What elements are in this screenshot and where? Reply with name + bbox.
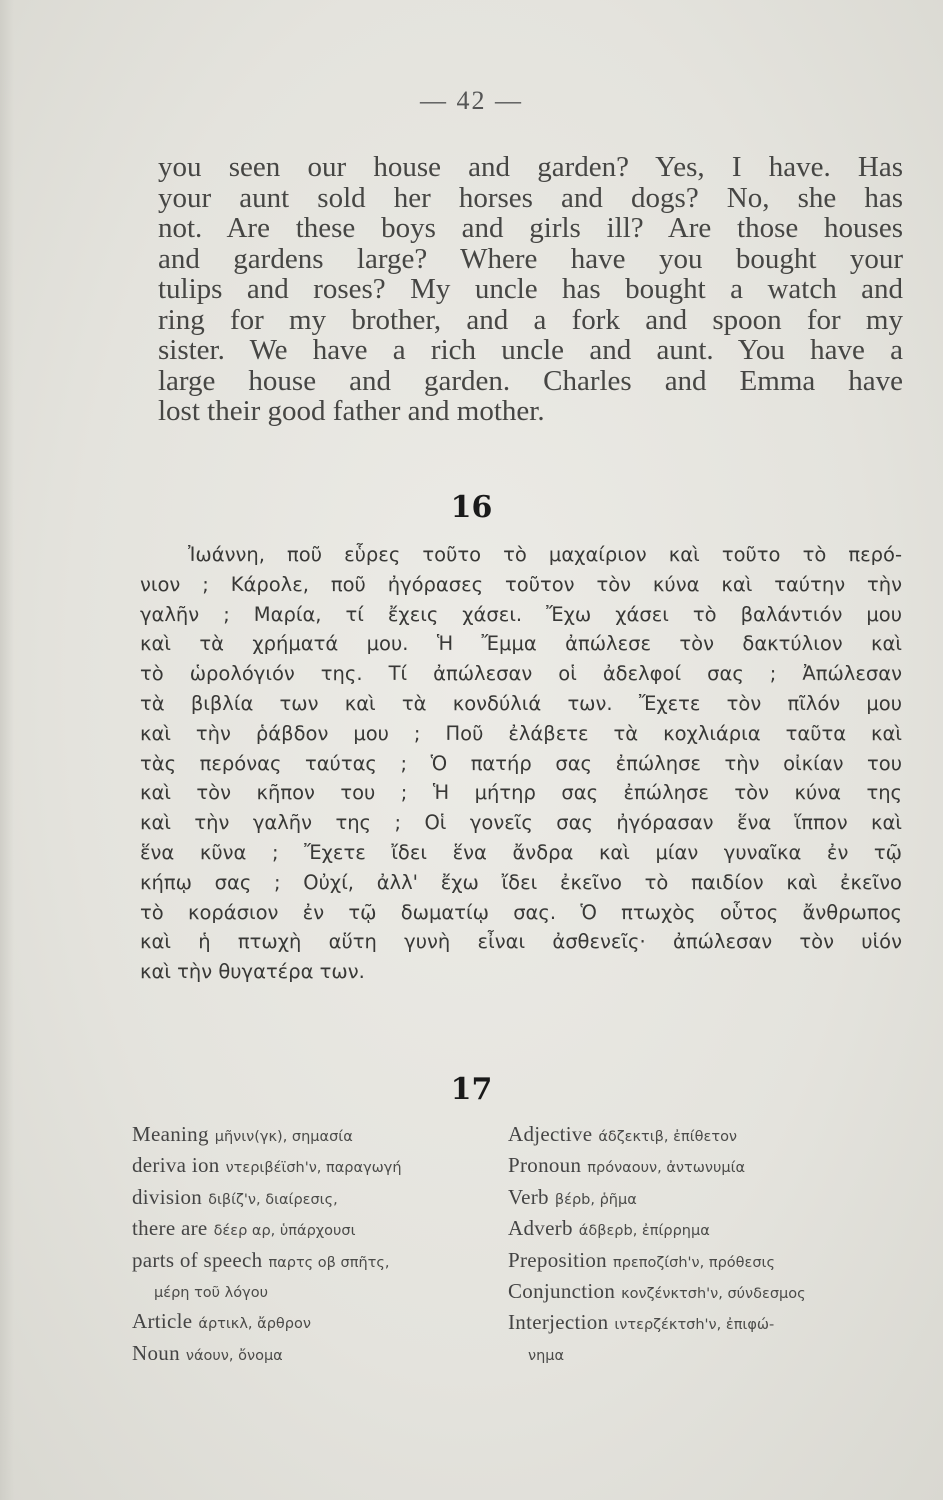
vocab-greek: νημα — [528, 1347, 565, 1364]
vocab-entry — [132, 1214, 502, 1245]
vocab-greek: ντεριβέϊσh'ν, παραγωγή — [225, 1160, 402, 1177]
greek-line: καὶ τὰ χρήματά μου. Ἡ Ἔμμα ἀπώλεσε τὸν δακτύλιον καὶ — [140, 632, 902, 656]
vocab-greek: πρεποζίσh'ν, πρόθεσις — [612, 1254, 775, 1271]
vocab-entry — [508, 1214, 908, 1245]
vocab-english: Adverb — [508, 1216, 573, 1241]
vocab-entry — [132, 1246, 502, 1277]
vocab-entry — [132, 1339, 502, 1370]
vocab-greek: μῆνιν(γκ), σημασία — [214, 1129, 353, 1145]
greek-line: κήπῳ σας ; Οὐχί, ἀλλ' ἔχω ἴδει ἐκεῖνο τὸ παιδίον καὶ ἐκεῖνο — [140, 870, 902, 894]
vocab-entry — [132, 1151, 502, 1182]
gutter-shadow — [0, 0, 14, 1500]
text-line: you seen our house and garden? Yes, I have. Has — [158, 151, 903, 183]
vocab-english: Pronoun — [508, 1153, 582, 1178]
text-line: your aunt sold her horses and dogs? No, she has — [158, 181, 903, 214]
vocab-english: Interjection — [508, 1310, 609, 1335]
text-line: sister. We have a rich uncle and aunt. You have a — [158, 334, 903, 366]
vocab-greek: πρόναουν, ἀντωνυμία — [587, 1160, 746, 1177]
vocab-english: Verb — [508, 1184, 549, 1209]
page-number: — 42 — — [420, 86, 523, 115]
vocab-greek: βέρb, ῥῆμα — [554, 1191, 637, 1208]
vocab-greek: ιντερζέκτσh'ν, ἐπιφώ- — [614, 1317, 775, 1334]
vocab-entry — [132, 1120, 502, 1151]
vocab-greek: άρτικλ, ἄρθρον — [198, 1316, 311, 1333]
vocab-entry-continuation — [132, 1277, 502, 1307]
vocab-greek: δέερ αρ, ὑπάρχουσι — [213, 1223, 356, 1240]
english-paragraph — [158, 152, 903, 427]
vocab-entry — [508, 1308, 908, 1339]
text-line: tulips and roses? My uncle has bought a watch and — [158, 273, 903, 305]
greek-line: καὶ τὸν κῆπον του ; Ἡ μήτηρ σας ἐπώλησε τὸν κύνα της — [140, 781, 902, 805]
greek-line: τὰ βιβλία των καὶ τὰ κονδύλιά των. Ἔχετε τὸν πῖλόν μου — [140, 691, 902, 715]
greek-line: καὶ τὴν θυγατέρα των. — [140, 960, 365, 984]
vocab-entry — [508, 1183, 908, 1214]
greek-line: γαλῆν ; Μαρία, τί ἔχεις χάσει. Ἔχω χάσει τὸ βαλάντιόν μου — [140, 602, 902, 626]
vocab-english: parts of speech — [132, 1247, 263, 1272]
vocab-english: Conjunction — [508, 1279, 616, 1304]
vocab-english: division — [132, 1184, 203, 1209]
vocab-entry-continuation — [508, 1340, 908, 1370]
vocab-greek: νάουν, ὄνομα — [185, 1347, 283, 1364]
vocab-english: there are — [132, 1216, 208, 1241]
greek-line: Ἰωάννη, ποῦ εὗρες τοῦτο τὸ μαχαίριον καὶ τοῦτο τὸ περό- — [188, 543, 902, 566]
vocab-english: Meaning — [132, 1122, 209, 1146]
vocab-greek: κονζένκτσh'ν, σύνδεσμος — [621, 1286, 806, 1303]
vocab-english: deriva ion — [132, 1153, 220, 1178]
vocab-entry — [508, 1277, 908, 1308]
greek-line: τὰς περόνας ταύτας ; Ὁ πατήρ σας ἐπώλησε τὴν οἰκίαν του — [140, 751, 902, 775]
text-line: not. Are these boys and girls ill? Are those houses — [158, 212, 903, 244]
vocab-greek: διβίζ'ν, διαίρεσις, — [208, 1191, 338, 1208]
section-heading-16: 16 — [450, 490, 493, 525]
vocab-greek: άδζεκτιβ, ἐπίθετον — [598, 1129, 738, 1145]
vocab-english: Article — [132, 1309, 193, 1334]
greek-line: καὶ ἡ πτωχὴ αὕτη γυνὴ εἶναι ἀσθενεῖς· ἀπώλεσαν τὸν υἱόν — [140, 930, 902, 954]
greek-line: καὶ τὴν γαλῆν της ; Οἱ γονεῖς σας ἠγόρασαν ἕνα ἵππον καὶ — [140, 811, 902, 835]
vocab-english: Adjective — [508, 1122, 593, 1146]
section-heading-17: 17 — [450, 1072, 493, 1107]
vocab-english: Preposition — [508, 1247, 607, 1272]
vocab-entry — [508, 1246, 908, 1277]
text-line: and gardens large? Where have you bought your — [158, 242, 903, 275]
vocabulary-right-column — [508, 1120, 908, 1370]
vocab-entry — [508, 1151, 908, 1182]
text-line: lost their good father and mother. — [158, 395, 545, 427]
greek-line: νιον ; Κάρολε, ποῦ ἠγόρασες τοῦτον τὸν κύνα καὶ ταύτην τὴν — [140, 572, 902, 596]
text-line: large house and garden. Charles and Emma have — [158, 364, 903, 397]
greek-line: τὸ κοράσιον ἐν τῷ δωματίῳ σας. Ὁ πτωχὸς οὗτος ἄνθρωπος — [140, 900, 902, 924]
greek-exercise — [140, 540, 902, 987]
vocabulary-left-column — [132, 1120, 502, 1370]
vocab-english: Noun — [132, 1340, 180, 1365]
greek-line: τὸ ὡρολόγιόν της. Τί ἀπώλεσαν οἱ ἀδελφοί σας ; Ἀπώλεσαν — [140, 662, 902, 686]
vocab-greek: άδβερb, ἐπίρρημα — [578, 1223, 710, 1240]
text-line: ring for my brother, and a fork and spoon for my — [158, 303, 903, 336]
greek-line: ἕνα κῦνα ; Ἔχετε ἴδει ἕνα ἄνδρα καὶ μίαν γυναῖκα ἐν τῷ — [140, 840, 902, 864]
vocab-entry — [508, 1120, 908, 1151]
vocab-entry — [132, 1307, 502, 1338]
vocab-greek: παρτς οβ σπῆτς, — [268, 1254, 390, 1271]
vocab-entry — [132, 1183, 502, 1214]
vocab-greek: μέρη τοῦ λόγου — [154, 1285, 268, 1302]
greek-line: καὶ τὴν ῥάβδον μου ; Ποῦ ἐλάβετε τὰ κοχλιάρια ταῦτα καὶ — [140, 721, 902, 745]
